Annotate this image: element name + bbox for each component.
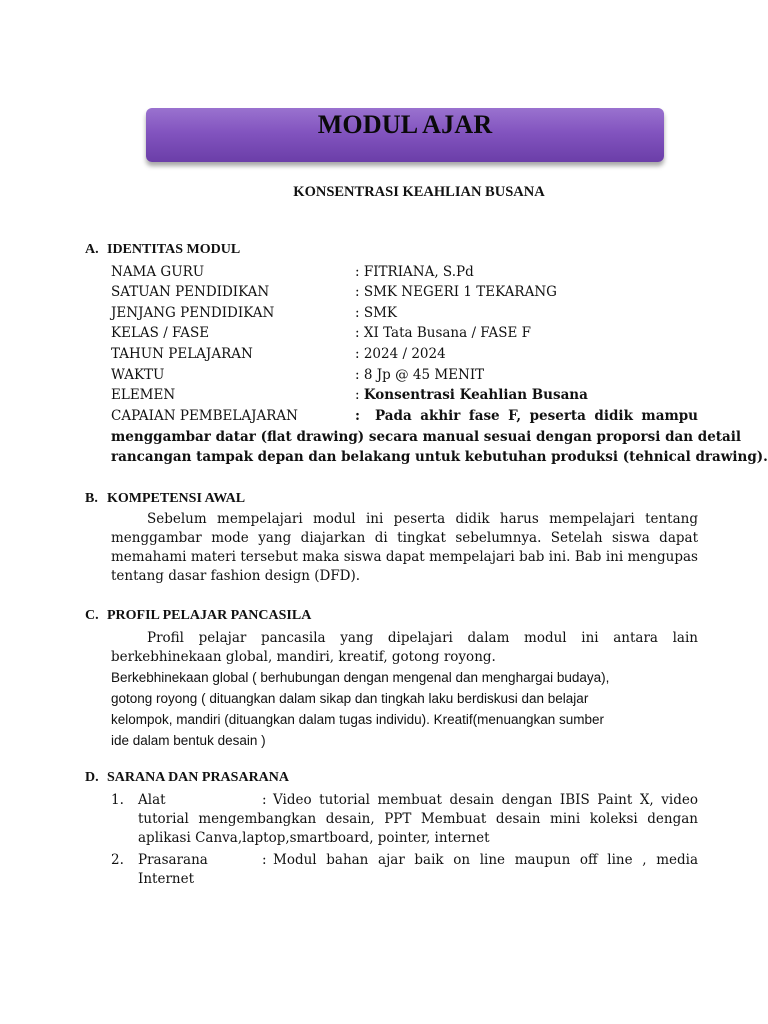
identity-label: SATUAN PENDIDIKAN [111, 284, 270, 300]
capaian-text: rancangan tampak depan dan belakang untuk kebutuhan produksi (tehnical drawing). [111, 449, 768, 465]
identity-row [111, 305, 397, 321]
identity-value: : FITRIANA, S.Pd [355, 264, 474, 280]
list-number: 2. [111, 852, 124, 868]
list-item [111, 852, 698, 890]
list-number: 1. [111, 792, 124, 808]
section-a-heading [85, 242, 240, 258]
document-subtitle: KONSENTRASI KEAHLIAN BUSANA [293, 184, 545, 200]
section-letter: B. [85, 491, 98, 506]
section-title: IDENTITAS MODUL [107, 242, 241, 257]
paragraph-line: Berkebhinekaan global ( berhubungan dengan mengenal dan menghargai budaya), [111, 670, 610, 685]
list-item-text: Internet [138, 871, 195, 887]
capaian-text: menggambar datar (flat drawing) secara manual sesuai dengan proporsi dan detail [111, 429, 742, 445]
sarana-list [111, 792, 698, 890]
paragraph-line: Sebelum mempelajari modul ini peserta didik harus mempelajari tentang [147, 511, 698, 527]
identity-label: TAHUN PELAJARAN [111, 346, 253, 362]
identity-row [111, 387, 588, 403]
identity-label: NAMA GURU [111, 264, 205, 280]
list-item-label: Prasarana [138, 852, 208, 868]
identity-value: : XI Tata Busana / FASE F [355, 325, 532, 341]
identity-label: KELAS / FASE [111, 325, 210, 341]
paragraph-line: gotong royong ( dituangkan dalam sikap dan tingkah laku berdiskusi dan belajar [111, 691, 589, 706]
section-title: SARANA DAN PRASARANA [107, 770, 290, 785]
section-d-heading [85, 770, 289, 786]
identity-row [111, 346, 446, 362]
list-item-colon: : [262, 792, 267, 808]
list-item [111, 792, 698, 849]
identity-row [111, 367, 485, 383]
identity-value: : Konsentrasi Keahlian Busana [355, 387, 588, 403]
identity-row [111, 325, 532, 341]
section-title: PROFIL PELAJAR PANCASILA [107, 608, 312, 623]
identity-value: : 2024 / 2024 [355, 346, 446, 362]
paragraph-line: ide dalam bentuk desain ) [111, 733, 266, 748]
title-banner [146, 108, 664, 162]
identity-row [111, 284, 557, 300]
list-item-label: Alat [138, 792, 166, 808]
identity-value: : SMK NEGERI 1 TEKARANG [355, 284, 557, 300]
paragraph-line: berkebhinekaan global, mandiri, kreatif, gotong royong. [111, 649, 496, 665]
section-letter: C. [85, 608, 99, 623]
capaian-label: CAPAIAN PEMBELAJARAN [111, 408, 298, 424]
list-item-text: tutorial mengembangkan desain, PPT Membuat desain mini koleksi dengan [138, 811, 698, 827]
capaian-text: Pada akhir fase F, peserta didik mampu [375, 408, 698, 424]
identity-value: : 8 Jp @ 45 MENIT [355, 367, 485, 383]
profil-detail-paragraph [111, 670, 671, 754]
paragraph-line: menggambar mode yang diajarkan di tingkat sebelumnya. Setelah siswa dapat [111, 530, 698, 546]
paragraph-line: tentang dasar fashion design (DFD). [111, 568, 361, 584]
section-letter: A. [85, 242, 99, 257]
paragraph-line: memahami materi tersebut maka siswa dapat mempelajari bab ini. Bab ini mengupas [111, 549, 698, 565]
paragraph-line: Profil pelajar pancasila yang dipelajari dalam modul ini antara lain [147, 630, 698, 646]
section-title: KOMPETENSI AWAL [107, 491, 246, 506]
identity-row [111, 264, 474, 280]
list-item-text: Video tutorial membuat desain dengan IBIS Paint X, video [273, 792, 698, 808]
section-b-heading [85, 491, 245, 507]
kompetensi-awal-paragraph [111, 511, 698, 587]
identity-label: ELEMEN [111, 387, 176, 403]
list-item-text: aplikasi Canva,laptop,smartboard, pointer, internet [138, 830, 490, 846]
identity-label: WAKTU [111, 367, 165, 383]
paragraph-line: kelompok, mandiri (dituangkan dalam tugas individu). Kreatif(menuangkan sumber [111, 712, 605, 727]
capaian-colon: : [355, 408, 360, 424]
list-item-colon: : [262, 852, 267, 868]
section-c-heading [85, 608, 311, 624]
identity-label: JENJANG PENDIDIKAN [111, 305, 275, 321]
profil-paragraph [111, 630, 698, 668]
document-title: MODUL AJAR [317, 110, 493, 139]
capaian-pembelajaran [111, 408, 768, 469]
identity-value: : SMK [355, 305, 397, 321]
list-item-text: Modul bahan ajar baik on line maupun off line , media [273, 852, 698, 868]
section-letter: D. [85, 770, 99, 785]
